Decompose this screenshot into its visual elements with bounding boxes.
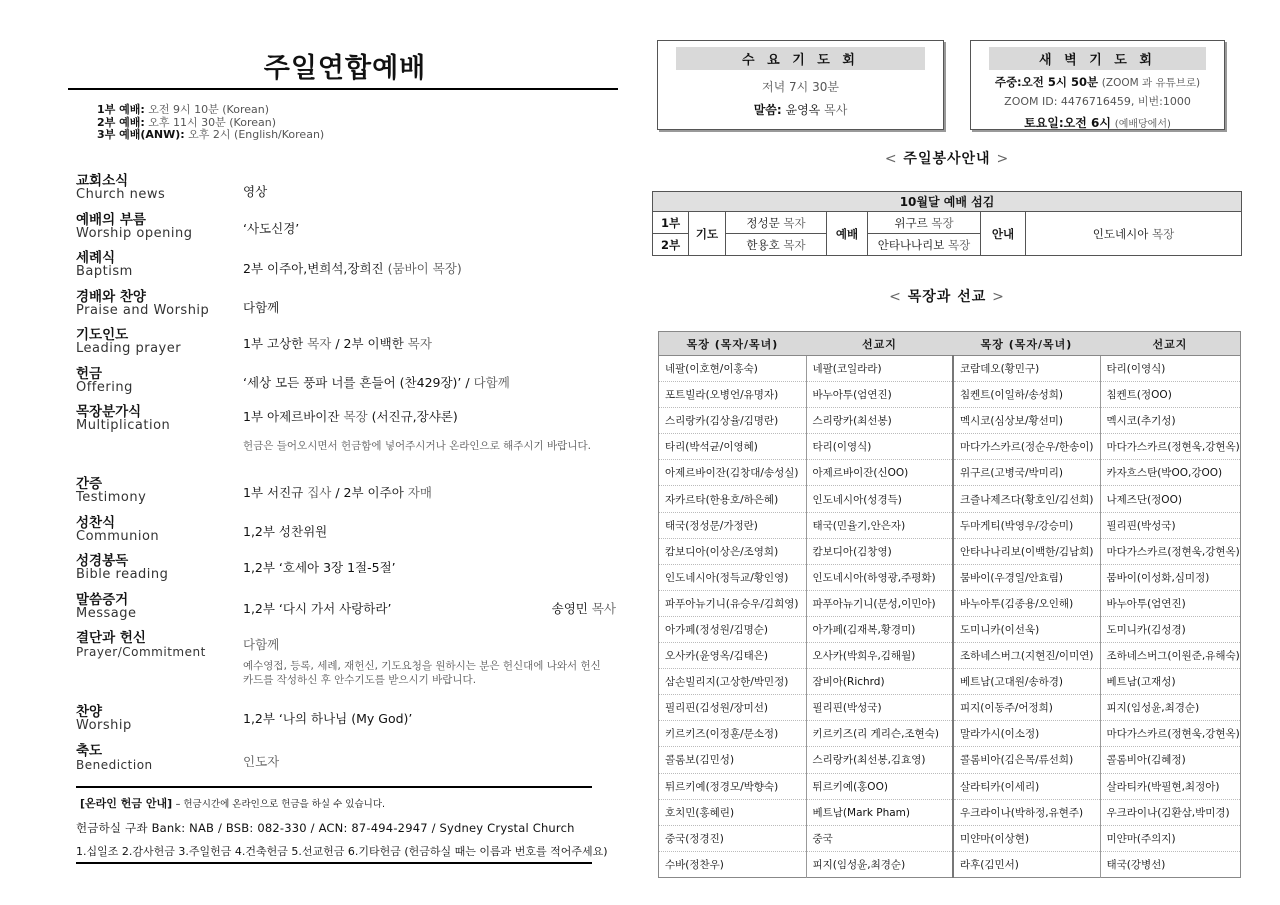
mission-cell: 자카르타(한용호/하은혜) — [659, 486, 807, 512]
table-row — [659, 825, 1241, 851]
wednesday-time: 저녁 7시 30분 — [762, 80, 839, 94]
mission-cell: 침켄트(이일하/송성희) — [953, 382, 1100, 408]
dawn-zoom: ZOOM ID: 4476716459, 비번:1000 — [1004, 95, 1191, 108]
mission-cell: 튀르키예(정경모/박향숙) — [659, 773, 807, 799]
table-row — [659, 669, 1241, 695]
table-row — [659, 512, 1241, 538]
mission-cell: 코람데오(황민구) — [953, 356, 1100, 382]
mission-cell: 필리핀(김성원/장미선) — [659, 695, 807, 721]
mission-cell: 인도네시아(하영광,주평화) — [806, 564, 953, 590]
order-item: 축도 Benediction 인도자 — [76, 742, 280, 772]
mission-cell: 베트남(Mark Pham) — [806, 799, 953, 825]
mission-cell: 우크라이나(박하정,유현주) — [953, 799, 1100, 825]
mission-cell: 삼손빌리지(고상한/박민정) — [659, 669, 807, 695]
mission-cell: 피지(임성윤,최경순) — [1100, 695, 1241, 721]
mission-cell: 아제르바이잔(김창대/송성실) — [659, 460, 807, 486]
mission-cell: 키르키즈(이정훈/문소정) — [659, 721, 807, 747]
mission-cell: 콜롬비아(김혜정) — [1100, 747, 1241, 773]
table-row — [659, 538, 1241, 564]
mission-cell: 말라가시(이소정) — [953, 721, 1100, 747]
mission-cell: 아가페(김재복,황경미) — [806, 616, 953, 642]
mission-table-header: 목장 (목자/목녀) 선교지 목장 (목자/목녀) 선교지 — [659, 332, 1241, 356]
table-row — [659, 747, 1241, 773]
order-item: 성경봉독 Bible reading 1,2부 ‘호세아 3장 1절-5절’ — [76, 553, 396, 582]
mission-cell: 침켄트(정OO) — [1100, 382, 1241, 408]
order-item: 경배와 찬양 Praise and Worship 다함께 — [76, 288, 280, 318]
order-item: 세례식 Baptism 2부 이주아,변희석,장희진 (뭄바이 목장) — [76, 250, 462, 279]
mission-cell: 파푸아뉴기니(유승우/김희영) — [659, 590, 807, 616]
mission-cell: 태국(정성문/가정란) — [659, 512, 807, 538]
mission-cell: 피지(임성윤,최경순) — [806, 851, 953, 877]
mission-cell: 위구르(고병국/박미리) — [953, 460, 1100, 486]
mission-cell: 포트빌라(오병언/유명자) — [659, 382, 807, 408]
order-item: 기도인도 Leading prayer 1부 고상한 목자 / 2부 이백한 목자 — [76, 327, 432, 356]
dawn-saturday: 토요일:오전 6시 (예배당에서) — [1024, 116, 1171, 130]
order-item: 목장분가식 Multiplication 1부 아제르바이잔 목장 (서진규,장샤론) — [76, 404, 458, 433]
mission-cell: 아가페(정성원/김명순) — [659, 616, 807, 642]
mission-cell: 피지(이동주/어정희) — [953, 695, 1100, 721]
service-section-title: < 주일봉사안내 > — [884, 151, 1010, 167]
mission-cell: 마다가스카르(정순우/한송이) — [953, 434, 1100, 460]
offering-types: 1.십일조 2.감사헌금 3.주일헌금 4.건축헌금 5.선교헌금 6.기타헌금 (헌금하실 때는 이름과 번호를 적어주세요) — [76, 845, 608, 858]
mission-cell: 스리랑카(김상율/김명란) — [659, 408, 807, 434]
mission-cell: 타리(이영식) — [1100, 356, 1241, 382]
mission-section-title: < 목장과 선교 > — [889, 289, 1005, 305]
table-row — [659, 695, 1241, 721]
mission-cell: 마다가스카르(정현욱,강현옥) — [1100, 434, 1241, 460]
mission-cell: 필리핀(박성국) — [1100, 512, 1241, 538]
mission-cell: 네팔(코일라라) — [806, 356, 953, 382]
mission-cell: 도미니카(이선욱) — [953, 616, 1100, 642]
online-offering-title: [온라인 헌금 안내] – 헌금시간에 온라인으로 헌금을 하실 수 있습니다. — [80, 797, 386, 810]
wednesday-prayer-box — [657, 40, 944, 130]
mission-table — [658, 331, 1241, 878]
mission-cell: 멕시코(심상보/황선미) — [953, 408, 1100, 434]
order-item: 교회소식 Church news 영상 — [76, 173, 268, 202]
mission-cell: 베트남(고재성) — [1100, 669, 1241, 695]
title-divider — [68, 88, 618, 90]
mission-cell: 콜롬비아(김은목/류선희) — [953, 747, 1100, 773]
table-row — [659, 486, 1241, 512]
mission-cell: 인도네시아(정득교/황인영) — [659, 564, 807, 590]
table-row — [659, 564, 1241, 590]
mission-cell: 안타나나리보(이백한/김남희) — [953, 538, 1100, 564]
mission-cell: 바누아투(엄연진) — [1100, 590, 1241, 616]
mission-cell: 우크라이나(김환삼,박미경) — [1100, 799, 1241, 825]
table-row — [659, 773, 1241, 799]
table-row — [659, 799, 1241, 825]
order-item: 예배의 부름 Worship opening ‘사도신경’ — [76, 211, 300, 241]
order-item: 헌금 Offering ‘세상 모든 풍파 너를 흔들어 (찬429장)’ / 다함께 — [76, 365, 510, 395]
offering-note: 헌금은 들어오시면서 헌금함에 넣어주시거나 온라인으로 해주시기 바랍니다. — [243, 440, 591, 452]
mission-cell: 캄보디아(이상은/조영희) — [659, 538, 807, 564]
table-row — [659, 434, 1241, 460]
mission-cell: 조하네스버그(이원준,유해숙) — [1100, 643, 1241, 669]
order-item: 성찬식 Communion 1,2부 성찬위원 — [76, 514, 328, 544]
mission-cell: 마다가스카르(정현욱,강현옥) — [1100, 538, 1241, 564]
mission-cell: 잠비아(Richrd) — [806, 669, 953, 695]
mission-cell: 오사카(박희우,김해월) — [806, 643, 953, 669]
mission-cell: 나제즈단(정OO) — [1100, 486, 1241, 512]
service-table — [652, 191, 1242, 256]
mission-cell: 멕시코(추기성) — [1100, 408, 1241, 434]
mission-cell: 네팔(이호현/이홍숙) — [659, 356, 807, 382]
mission-cell: 파푸아뉴기니(문성,이민아) — [806, 590, 953, 616]
table-row — [659, 356, 1241, 382]
mission-cell: 중국(정경진) — [659, 825, 807, 851]
service-times — [97, 104, 324, 142]
service-table-title: 10월달 예배 섬김 — [653, 192, 1242, 212]
wednesday-prayer-title: 수 요 기 도 회 — [676, 47, 925, 70]
order-item: 찬양 Worship 1,2부 ‘나의 하나님 (My God)’ — [76, 704, 413, 733]
mission-cell: 타리(박석균/이영혜) — [659, 434, 807, 460]
table-row: 1부 기도 정성문 목자 예배 위구르 목장 안내 인도네시아 목장 — [653, 212, 1242, 234]
table-row — [659, 408, 1241, 434]
mission-cell: 조하네스버그(지현진/이미연) — [953, 643, 1100, 669]
mission-cell: 아제르바이잔(신OO) — [806, 460, 953, 486]
page-title: 주일연합예배 — [263, 53, 427, 84]
dawn-prayer-box — [970, 40, 1225, 130]
mission-cell: 살라티카(박필현,최정아) — [1100, 773, 1241, 799]
online-divider-top — [76, 786, 592, 788]
mission-cell: 마다가스카르(정현욱,강현옥) — [1100, 721, 1241, 747]
mission-cell: 뭄바이(이성화,심미정) — [1100, 564, 1241, 590]
mission-cell: 바누아투(김종용/오인해) — [953, 590, 1100, 616]
order-item: 말씀증거 Message 1,2부 ‘다시 가서 사랑하라’ 송영민 목사 — [76, 591, 616, 621]
mission-cell: 오사카(윤영옥/김태은) — [659, 643, 807, 669]
mission-cell: 살라티카(이세리) — [953, 773, 1100, 799]
table-row: 2부 한용호 목자 안타나나리보 목장 — [653, 234, 1242, 256]
preacher: 송영민 목사 — [551, 600, 616, 616]
table-row — [659, 851, 1241, 877]
order-of-worship — [76, 174, 616, 780]
table-row — [659, 382, 1241, 408]
mission-cell: 미얀마(주의지) — [1100, 825, 1241, 851]
mission-cell: 베트남(고대원/송하경) — [953, 669, 1100, 695]
table-row — [659, 590, 1241, 616]
online-divider-bottom — [76, 862, 592, 864]
commitment-note: 예수영접, 등록, 세례, 재헌신, 기도요청을 원하시는 분은 헌신대에 나와서 헌신카드를 작성하신 후 안수기도를 받으시기 바랍니다. — [243, 660, 601, 686]
mission-cell: 태국(강병선) — [1100, 851, 1241, 877]
dawn-weekday: 주중:오전 5시 50분 (ZOOM 과 유튜브로) — [994, 75, 1201, 89]
mission-cell: 수바(정찬우) — [659, 851, 807, 877]
table-row — [659, 616, 1241, 642]
mission-cell: 스리랑카(최선봉) — [806, 408, 953, 434]
mission-cell: 크즐나제즈다(황호인/김선희) — [953, 486, 1100, 512]
dawn-prayer-title: 새 벽 기 도 회 — [989, 47, 1206, 70]
order-item: 간증 Testimony 1부 서진규 집사 / 2부 이주아 자매 — [76, 476, 432, 505]
service-time-3: 3부 예배(ANW): 오후 2시 (English/Korean) — [97, 128, 325, 141]
mission-cell: 바누아투(엄연진) — [806, 382, 953, 408]
mission-cell: 카자흐스탄(박OO,강OO) — [1100, 460, 1241, 486]
mission-cell: 두마게티(박영우/강승미) — [953, 512, 1100, 538]
mission-cell: 캄보디아(김창영) — [806, 538, 953, 564]
order-item: 결단과 헌신 Prayer/Commitment 다함께 — [76, 630, 280, 659]
table-row — [659, 643, 1241, 669]
mission-cell: 타리(이영식) — [806, 434, 953, 460]
mission-cell: 인도네시아(성경득) — [806, 486, 953, 512]
wednesday-speaker: 말씀: 윤영옥 목사 — [753, 103, 848, 117]
mission-cell: 태국(민율기,안은자) — [806, 512, 953, 538]
mission-cell: 호치민(홍혜린) — [659, 799, 807, 825]
mission-cell: 도미니카(김성경) — [1100, 616, 1241, 642]
bank-info: 헌금하실 구좌 Bank: NAB / BSB: 082-330 / ACN: 87-494-2947 / Sydney Crystal Church — [76, 821, 575, 835]
mission-cell: 키르키즈(리 게리슨,조현숙) — [806, 721, 953, 747]
service-time-2: 2부 예배: 오후 11시 30분 (Korean) — [97, 115, 276, 129]
mission-cell: 중국 — [806, 825, 953, 851]
mission-cell: 라후(김민서) — [953, 851, 1100, 877]
table-row — [659, 721, 1241, 747]
table-row — [659, 460, 1241, 486]
mission-cell: 튀르키예(홍OO) — [806, 773, 953, 799]
mission-cell: 미얀마(이상현) — [953, 825, 1100, 851]
mission-cell: 콜롬보(김민성) — [659, 747, 807, 773]
mission-cell: 뭄바이(우경일/안효림) — [953, 564, 1100, 590]
mission-cell: 스리랑카(최선봉,김효영) — [806, 747, 953, 773]
service-time-1: 1부 예배: 오전 9시 10분 (Korean) — [97, 103, 269, 116]
mission-cell: 필리핀(박성국) — [806, 695, 953, 721]
